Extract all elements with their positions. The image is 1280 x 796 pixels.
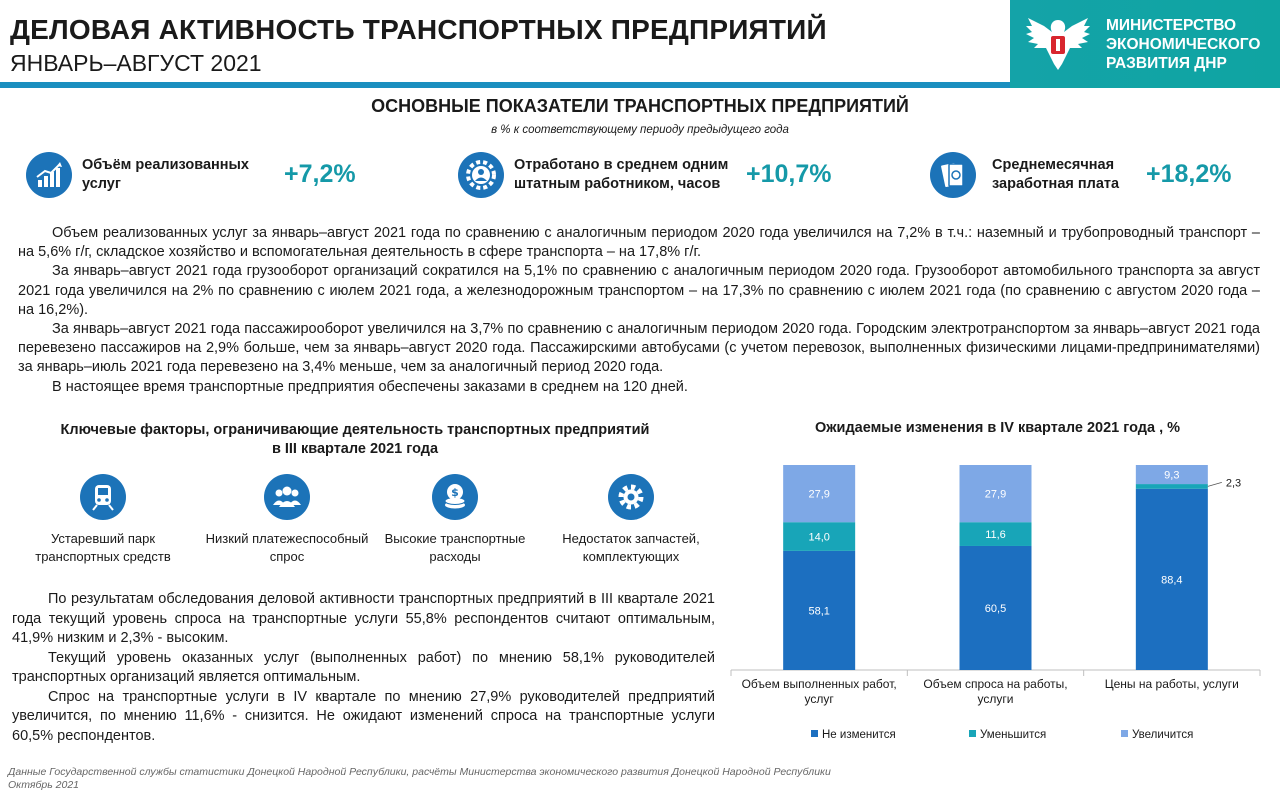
data-label: 9,3: [1164, 469, 1180, 482]
factor-high-costs: [370, 474, 540, 565]
summary-paragraph: Объем реализованных услуг за январь–август 2021 года по сравнению с аналогичным периодом 2020 года увеличился на 7,2% в т.ч.: наземный и трубопроводный транспорт – на 5,6% г/г, складское хозяйство и вспомогательная деятельность в сфере транспорта – на 17,8% г/г.: [18, 225, 1260, 261]
survey-paragraph: Спрос на транспортные услуги в IV квартале по мнению 27,9% руководителей предприятий увеличится, по мнению 11,6% - снизится. Не ожидают изменений спроса на транспортные услуги 60,5% респондентов.: [12, 688, 715, 744]
data-label: 58,1: [808, 605, 830, 618]
train-icon: [80, 474, 126, 520]
header-divider: [0, 82, 1010, 88]
legend-swatch: [969, 730, 976, 737]
data-label: 11,6: [985, 529, 1006, 542]
expected-changes-chart: [725, 450, 1265, 750]
factor-low-demand: [202, 474, 372, 565]
data-label-leader: [1208, 482, 1222, 486]
x-tick-label: Объем выполненных работ,: [741, 677, 897, 691]
kpi-services-volume: [26, 152, 406, 198]
factor-label: Недостаток запчастей, комплектующих: [562, 531, 700, 564]
survey-paragraph: Текущий уровень оказанных услуг (выполненных работ) по мнению 58,1% руководителей транспортных организаций является оптимальным.: [12, 649, 715, 685]
svg-text:$: $: [451, 486, 459, 499]
kpi-value: +18,2%: [1146, 160, 1232, 188]
data-label: 60,5: [984, 602, 1007, 615]
x-tick-label: услуги: [977, 692, 1014, 706]
factor-label: Высокие транспортные расходы: [384, 531, 526, 564]
bar-segment-1-2: [1136, 484, 1208, 489]
legend-swatch: [1121, 730, 1128, 737]
survey-text: [12, 590, 715, 746]
eagle-emblem-icon: [1022, 12, 1094, 76]
summary-paragraph: За январь–август 2021 года грузооборот организаций сократился на 5,1% по сравнению с аналогичным периодом 2020 года. Грузооборот автомобильного транспорта за август 2021 года увеличился на 2% по сравнению с июлем 2021 года, а железнодорожным транспортом – на 17,3% по сравнению с июлем 2021 года (по сравнению с августом 2020 года – на 16,2%).: [18, 263, 1260, 318]
footer-source: Данные Государственной службы статистики Донецкой Народной Республики, расчёты Министерства экономического развития Донецкой Народной Республики Октябрь 2021: [8, 766, 831, 791]
growth-chart-icon: [26, 152, 72, 198]
summary-text: [18, 224, 1260, 397]
kpi-label: Среднемесячная заработная плата: [992, 157, 1120, 192]
header: [0, 0, 1280, 88]
legend-entry: Уменьшится: [980, 729, 1047, 741]
legend-entry: Увеличится: [1132, 729, 1194, 741]
section-subtitle: в % к соответствующему периоду предыдущего года: [491, 124, 789, 136]
kpi-hours-worked: [458, 152, 858, 198]
kpi-average-salary: [930, 152, 1260, 198]
worker-gear-icon: [458, 152, 504, 198]
factor-label: Устаревший парк транспортных средств: [35, 531, 171, 564]
factor-label: Низкий платежеспособный спрос: [205, 531, 369, 564]
kpi-label: Объём реализованных услуг: [82, 157, 249, 192]
people-icon: [264, 474, 310, 520]
money-icon: [930, 152, 976, 198]
legend-swatch: [811, 730, 818, 737]
survey-paragraph: По результатам обследования деловой активности транспортных предприятий в III квартале 2021 года текущий уровень спроса на транспортные услуги 55,8% респондентов считают оптимальным, 41,9% низким и 2,3% - высоким.: [12, 591, 715, 646]
data-label: 88,4: [1161, 574, 1183, 587]
data-label: 2,3: [1225, 477, 1242, 490]
summary-paragraph: В настоящее время транспортные предприятия обеспечены заказами в среднем на 120 дней.: [52, 378, 688, 395]
factor-spare-parts: [546, 474, 716, 565]
x-tick-label: услуг: [804, 692, 834, 706]
factor-old-fleet: [18, 474, 188, 565]
ministry-name: МИНИСТЕРСТВО ЭКОНОМИЧЕСКОГО РАЗВИТИЯ ДНР: [1106, 17, 1261, 72]
gear-icon: [608, 474, 654, 520]
ministry-block: [1010, 0, 1280, 88]
section-title: ОСНОВНЫЕ ПОКАЗАТЕЛИ ТРАНСПОРТНЫХ ПРЕДПРИЯТИЙ: [371, 96, 909, 116]
data-label: 27,9: [808, 488, 830, 501]
summary-paragraph: За январь–август 2021 года пассажирооборот увеличился на 3,7% по сравнению с аналогичным периодом 2020 года. Городским электротранспортом за январь–август 2021 года перевезено пассажиров на 2,9% больше, чем за январь–август 2020 года. Пассажирскими автобусами (с учетом перевозок, выполненных физическими лицами-предпринимателями) за январь–июль 2021 года перевезено на 3,4% меньше, чем за аналогичный период 2020 года.: [18, 321, 1260, 376]
kpi-value: +7,2%: [284, 160, 356, 188]
kpi-label: Отработано в среднем одним штатным работником, часов: [514, 157, 729, 192]
coins-icon: [432, 474, 478, 520]
factors-title: Ключевые факторы, ограничивающие деятельность транспортных предприятий в III квартале 2021 года: [60, 422, 650, 457]
legend-entry: Не изменится: [822, 729, 896, 741]
data-label: 14,0: [808, 531, 830, 544]
data-label: 27,9: [984, 488, 1007, 501]
page-title: ДЕЛОВАЯ АКТИВНОСТЬ ТРАНСПОРТНЫХ ПРЕДПРИЯТИЙ: [10, 14, 827, 45]
page-period: ЯНВАРЬ–АВГУСТ 2021: [10, 50, 262, 76]
x-tick-label: Цены на работы, услуги: [1104, 677, 1239, 691]
kpi-value: +10,7%: [746, 160, 832, 188]
x-tick-label: Объем спроса на работы,: [923, 677, 1068, 691]
chart-title: Ожидаемые изменения в IV квартале 2021 года , %: [814, 420, 1181, 436]
